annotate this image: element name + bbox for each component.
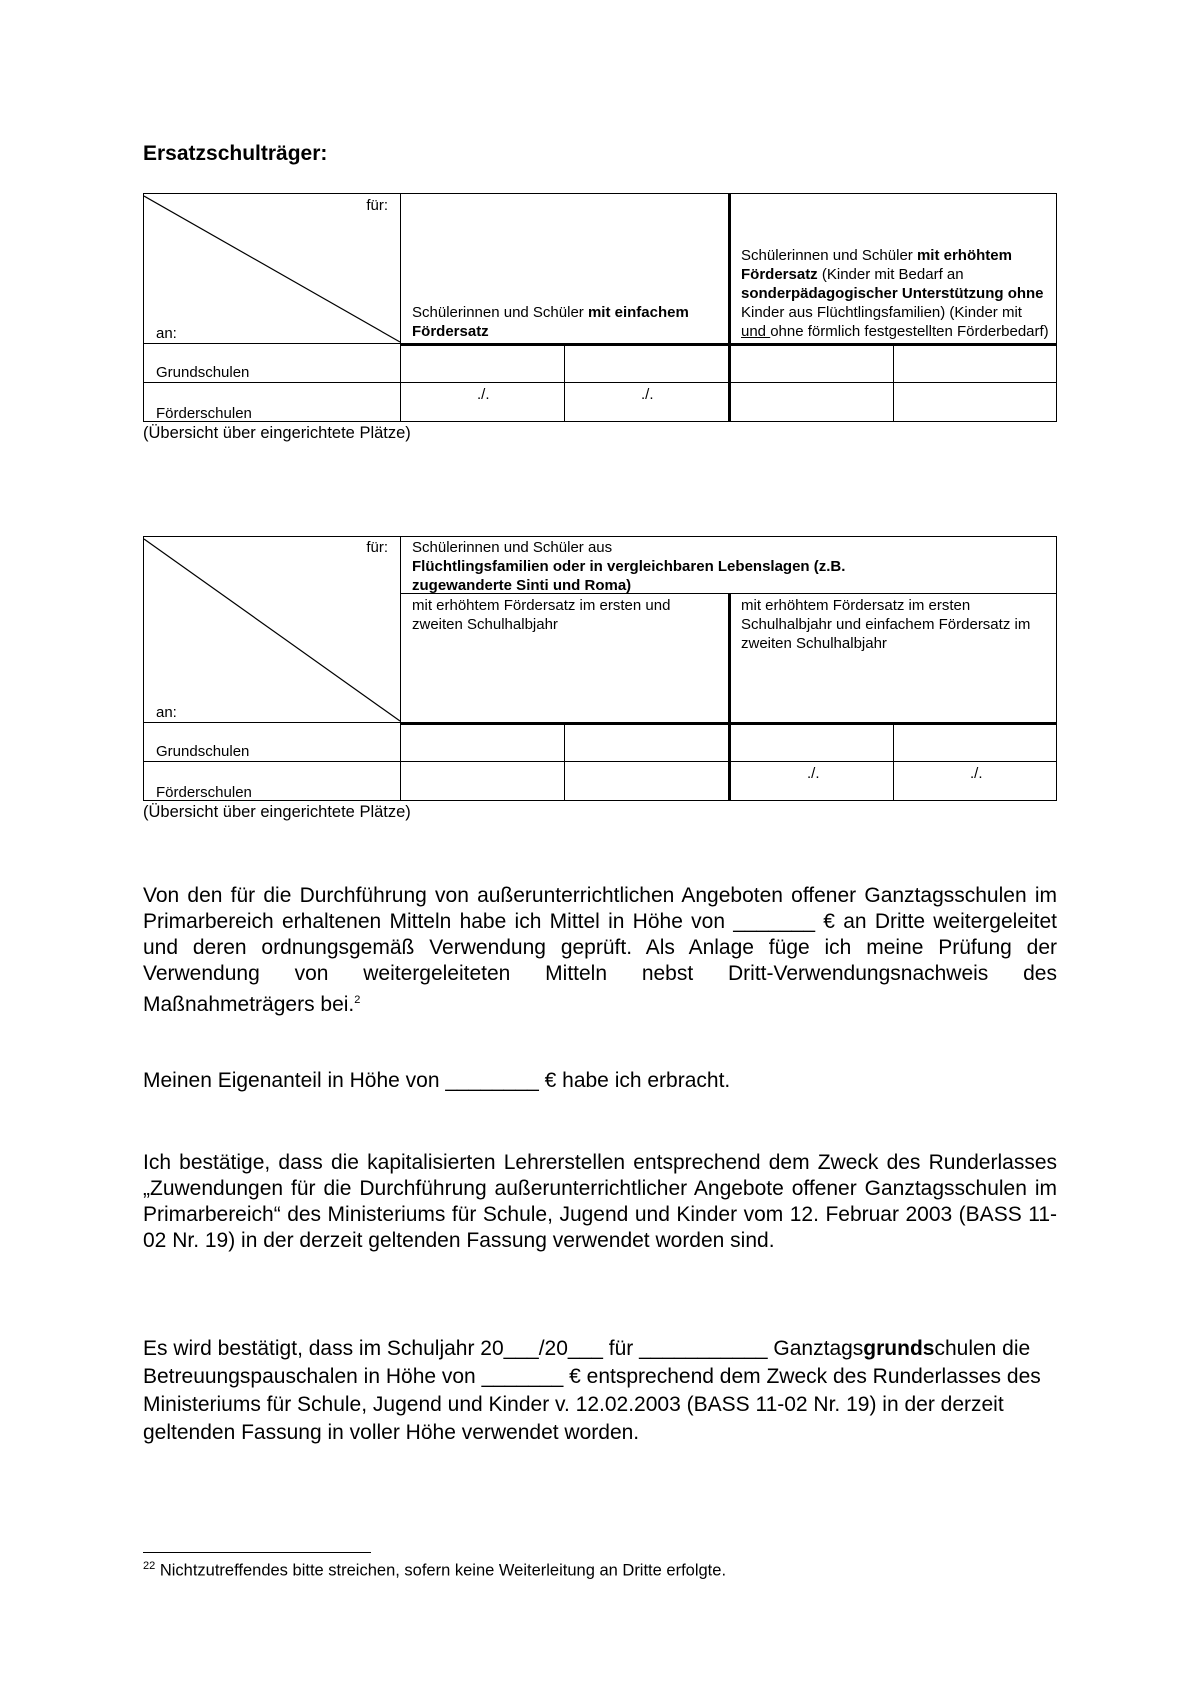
cell — [564, 762, 728, 801]
paragraph-weiterleitung: Von den für die Durchführung von außerunterrichtlichen Angeboten offener Ganztagsschulen im Primarbereich erhaltenen Mitteln habe ich Mittel in Höhe von _______ € an Dritte weitergeleitet und deren ordnungsgemäß Verwendung geprüft. Als Anlage füge ich meine Prüfung der Verwendung von weitergeleiteten Mitteln nebst Dritt-Verwendungsnachweis des Maßnahmeträgers bei.$^2$ — [143, 884, 1057, 1016]
cell — [893, 383, 1057, 422]
an-label: an: — [156, 325, 177, 342]
row-label-grundschulen: Grundschulen — [143, 344, 400, 383]
cell: ./. — [728, 762, 893, 801]
footnote: $^{22}$ Nichtzutreffendes bitte streichen, sofern keine Weiterleitung an Dritte erfolgte. — [143, 1560, 727, 1580]
footnote-separator — [143, 1552, 371, 1553]
header-col-erhoeht: Schülerinnen und Schüler mit erhöhtem Fördersatz (Kinder mit Bedarf an sonderpädagogischer Unterstützung ohne Kinder aus Flüchtlingsfamilien) (Kinder mit und ohne förmlich festgestellten Förderbedarf) — [728, 193, 1057, 346]
table1-caption: (Übersicht über eingerichtete Plätze) — [143, 424, 411, 442]
cell — [400, 346, 564, 383]
cell — [728, 346, 893, 383]
diagonal-cell — [143, 536, 400, 722]
cell — [564, 725, 728, 762]
header-col-einfach: Schülerinnen und Schüler mit einfachem Fördersatz — [400, 193, 730, 346]
paragraph-eigenanteil: Meinen Eigenanteil in Höhe von ________ € habe ich erbracht. — [143, 1069, 731, 1092]
cell: ./. — [400, 383, 564, 422]
header-fluechtlinge: Schülerinnen und Schüler aus Flüchtlingsfamilien oder in vergleichbaren Lebenslagen (z.B. zugewanderte Sinti und Roma) — [400, 536, 1057, 594]
table2-caption: (Übersicht über eingerichtete Plätze) — [143, 803, 411, 821]
an-label: an: — [156, 704, 177, 721]
cell — [893, 725, 1057, 762]
paragraph-betreuungspauschalen: Es wird bestätigt, dass im Schuljahr 20___/20___ für ___________ Ganztagsgrundschulen die Betreuungspauschalen in Höhe von _______ € entsprechend dem Zweck des Runderlasses des Ministeriums für Schule, Jugend und Kinder v. 12.02.2003 (BASS 11-02 Nr. 19) in der derzeit geltenden Fassung in voller Höhe verwendet worden. — [143, 1337, 1041, 1444]
paragraph-lehrerstellen: Ich bestätige, dass die kapitalisierten Lehrerstellen entsprechend dem Zweck des Runderlasses „Zuwendungen für die Durchführung außerunterrichtlicher Angebote offener Ganztagsschulen im Primarbereich“ des Ministeriums für Schule, Jugend und Kinder vom 12. Februar 2003 (BASS 11-02 Nr. 19) in der derzeit geltenden Fassung verwendet worden sind. — [143, 1151, 1057, 1252]
cell: ./. — [893, 762, 1057, 801]
fuer-label: für: — [366, 539, 388, 556]
footnote-ref: 2 — [354, 994, 361, 1006]
table-places-2 — [143, 536, 1057, 801]
section-heading: Ersatzschulträger: — [143, 142, 328, 165]
cell — [893, 346, 1057, 383]
cell — [400, 725, 564, 762]
sub-header-left: mit erhöhtem Fördersatz im ersten und zweiten Schulhalbjahr — [400, 594, 730, 725]
fuer-label: für: — [366, 197, 388, 214]
cell — [728, 383, 893, 422]
row-label-grundschulen: Grundschulen — [143, 723, 400, 762]
diagonal-cell — [143, 193, 400, 343]
row-label-foerderschulen: Förderschulen — [143, 383, 400, 422]
cell — [400, 762, 564, 801]
diagonal-line — [144, 194, 401, 344]
row-label-foerderschulen: Förderschulen — [143, 762, 400, 801]
cell — [564, 346, 728, 383]
diagonal-line — [144, 537, 401, 723]
table-places-1 — [143, 193, 1057, 422]
sub-header-right: mit erhöhtem Fördersatz im ersten Schulhalbjahr und einfachem Fördersatz im zweiten Schulhalbjahr — [728, 594, 1057, 725]
cell: ./. — [564, 383, 728, 422]
cell — [728, 725, 893, 762]
